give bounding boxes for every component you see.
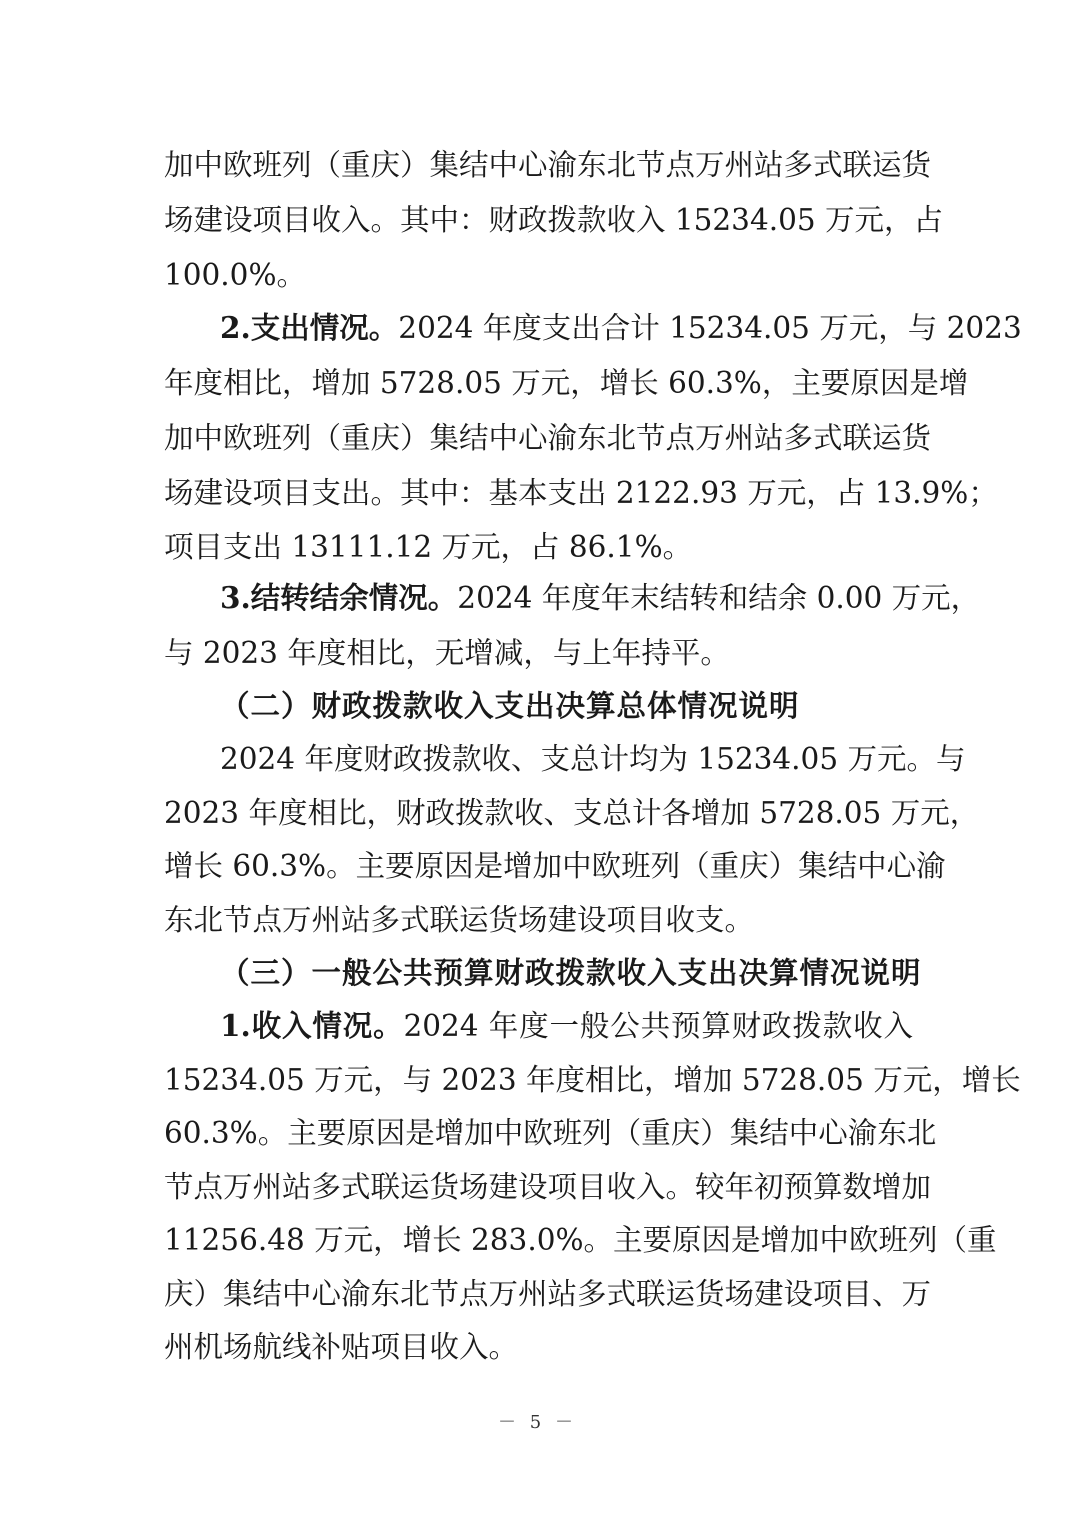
paragraph-line: 东北节点万州站多式联运货场建设项目收支。 [164, 903, 755, 937]
paragraph-line: 60.3%。主要原因是增加中欧班列（重庆）集结中心渝东北 [164, 1116, 937, 1150]
section-lead-income: 1.收入情况。 [220, 1008, 404, 1043]
paragraph-line: 场建设项目支出。其中：基本支出 2122.93 万元，占 13.9%； [164, 476, 998, 510]
page-number: － 5 － [498, 1412, 577, 1433]
paragraph-line [220, 1006, 913, 1046]
paragraph-line: 与 2023 年度相比，无增减，与上年持平。 [164, 636, 730, 670]
paragraph-line: 项目支出 13111.12 万元，占 86.1%。 [164, 530, 693, 564]
section-lead-expenditure: 2.支出情况。 [220, 310, 399, 345]
paragraph-line: 场建设项目收入。其中：财政拨款收入 15234.05 万元，占 [164, 203, 944, 237]
section-heading-3: （三）一般公共预算财政拨款收入支出决算情况说明 [220, 955, 922, 990]
section-lead-carryover: 3.结转结余情况。 [220, 580, 458, 615]
paragraph-line: 加中欧班列（重庆）集结中心渝东北节点万州站多式联运货 [164, 148, 932, 182]
paragraph-line [220, 308, 1022, 348]
paragraph-line: 11256.48 万元，增长 283.0%。主要原因是增加中欧班列（重 [164, 1223, 997, 1257]
section-heading-2: （二）财政拨款收入支出决算总体情况说明 [220, 688, 800, 723]
paragraph-line: 15234.05 万元，与 2023 年度相比，增加 5728.05 万元，增长 [164, 1063, 1021, 1097]
paragraph-line: 年度相比，增加 5728.05 万元，增长 60.3%，主要原因是增 [164, 366, 969, 400]
paragraph-line: 100.0%。 [164, 258, 306, 292]
paragraph-line: 加中欧班列（重庆）集结中心渝东北节点万州站多式联运货 [164, 421, 932, 455]
paragraph-line: 增长 60.3%。主要原因是增加中欧班列（重庆）集结中心渝 [164, 849, 946, 883]
paragraph-line [220, 578, 980, 618]
paragraph-line: 州机场航线补贴项目收入。 [164, 1330, 519, 1364]
paragraph-text: 2024 年度支出合计 15234.05 万元，与 2023 [398, 311, 1022, 345]
paragraph-text: 2024 年度年末结转和结余 0.00 万元， [457, 581, 981, 615]
paragraph-line: 2024 年度财政拨款收、支总计均为 15234.05 万元。与 [220, 742, 966, 776]
paragraph-text: 2024 年度一般公共预算财政拨款收入 [403, 1009, 914, 1043]
paragraph-line: 节点万州站多式联运货场建设项目收入。较年初预算数增加 [164, 1170, 932, 1204]
paragraph-line: 庆）集结中心渝东北节点万州站多式联运货场建设项目、万 [164, 1277, 932, 1311]
paragraph-line: 2023 年度相比，财政拨款收、支总计各增加 5728.05 万元， [164, 796, 980, 830]
